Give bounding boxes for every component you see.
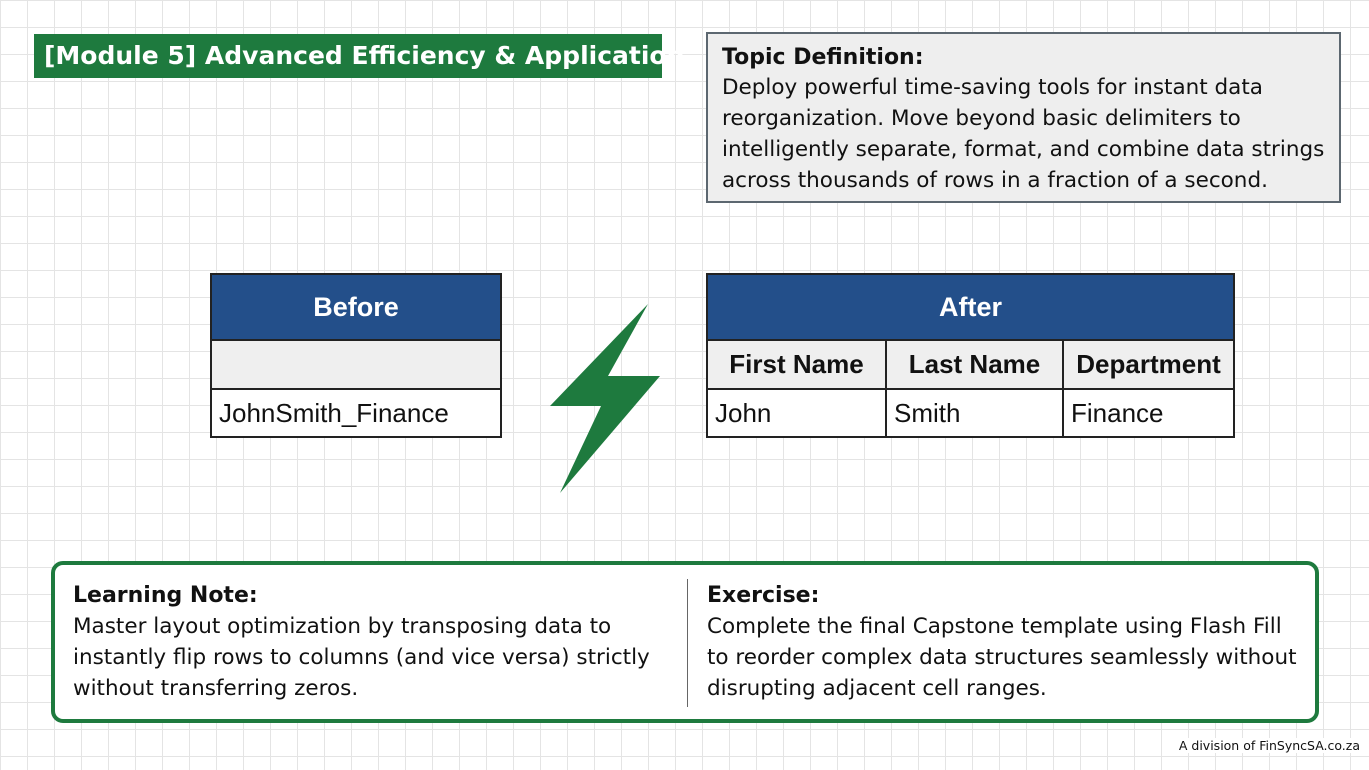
topic-heading: Topic Definition:	[722, 45, 924, 70]
topic-body: Deploy powerful time-saving tools for instant data reorganization. Move beyond basic delimiters to intelligently separate, format, and combine data strings across thousands of rows in a fraction of a second.	[722, 75, 1325, 193]
after-table-column-header: Last Name	[886, 340, 1063, 389]
after-table-column-header: Department	[1063, 340, 1234, 389]
after-table-cell-department: Finance	[1063, 389, 1234, 437]
notes-divider	[687, 579, 688, 707]
exercise-heading: Exercise:	[707, 583, 820, 608]
before-table-value-cell: JohnSmith_Finance	[211, 389, 501, 437]
after-table-column-header: First Name	[707, 340, 886, 389]
after-table	[706, 273, 1235, 438]
before-table-empty-header-cell	[211, 340, 501, 389]
exercise	[707, 581, 1307, 704]
learning-note-body: Master layout optimization by transposing data to instantly flip rows to columns (and vice versa) strictly without transferring zeros.	[73, 614, 650, 701]
before-table	[210, 273, 502, 438]
notes-panel	[51, 561, 1319, 723]
topic-definition-box	[706, 32, 1341, 203]
footer-credit: A division of FinSyncSA.co.za	[1175, 738, 1360, 753]
after-table-cell-last-name: Smith	[886, 389, 1063, 437]
after-table-cell-first-name: John	[707, 389, 886, 437]
after-table-title: After	[707, 274, 1234, 340]
learning-note-heading: Learning Note:	[73, 583, 258, 608]
learning-note	[73, 581, 673, 704]
exercise-body: Complete the final Capstone template using Flash Fill to reorder complex data structures seamlessly without disrupting adjacent cell ranges.	[707, 614, 1297, 701]
before-table-title: Before	[211, 274, 501, 340]
module-title: [Module 5] Advanced Efficiency & Application	[34, 34, 662, 78]
lightning-bolt-icon	[548, 302, 663, 497]
